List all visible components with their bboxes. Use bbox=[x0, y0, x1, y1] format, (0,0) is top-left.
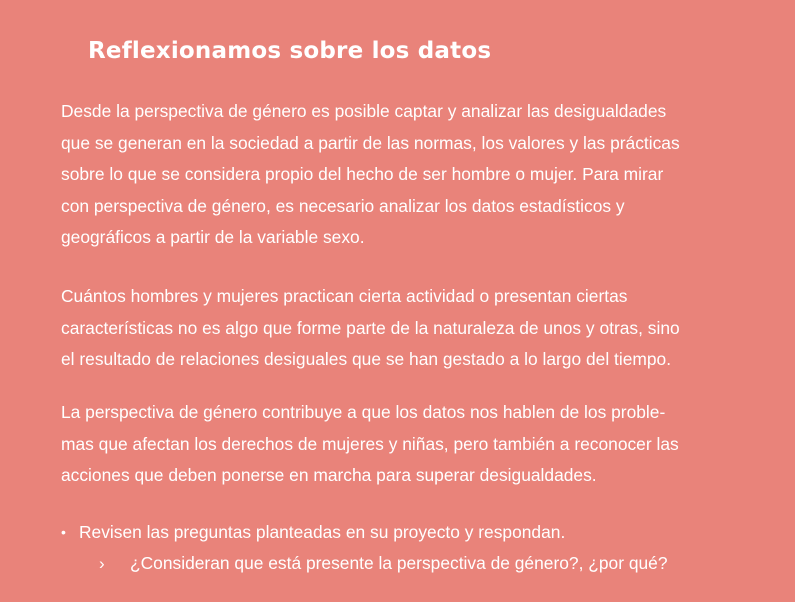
activity-list bbox=[61, 517, 668, 579]
paragraph-unequal-relations bbox=[61, 281, 680, 376]
paragraph-line: sobre lo que se considera propio del hecho de ser hombre o mujer. Para mirar bbox=[61, 164, 664, 184]
paragraph-line: Cuántos hombres y mujeres practican cierta actividad o presentan ciertas bbox=[61, 286, 628, 306]
paragraph-line: que se generan en la sociedad a partir de las normas, los valores y las prácticas bbox=[61, 132, 680, 153]
paragraph-line: el resultado de relaciones desiguales que se han gestado a lo largo del tiempo. bbox=[61, 349, 672, 369]
paragraph-line: acciones que deben ponerse en marcha para superar desigualdades. bbox=[61, 465, 597, 485]
paragraph-line: características no es algo que forme parte de la naturaleza de unos y otras, sino bbox=[61, 317, 680, 338]
paragraph-line: mas que afectan los derechos de mujeres y niñas, pero también a reconocer las bbox=[61, 433, 679, 454]
bullet-dot-icon: • bbox=[61, 524, 66, 540]
activity-question-text: ¿Consideran que está presente la perspectiva de género?, ¿por qué? bbox=[130, 553, 668, 573]
activity-sub-item bbox=[61, 548, 668, 579]
paragraph-gender-perspective bbox=[61, 96, 680, 254]
paragraph-line: geográficos a partir de la variable sexo. bbox=[61, 227, 365, 247]
paragraph-rights-actions bbox=[61, 397, 679, 492]
section-title: Reflexionamos sobre los datos bbox=[88, 38, 492, 64]
paragraph-line: La perspectiva de género contribuye a que los datos nos hablen de los proble- bbox=[61, 402, 666, 422]
activity-bullet-text: Revisen las preguntas planteadas en su proyecto y respondan. bbox=[79, 522, 566, 542]
chevron-right-icon: › bbox=[99, 554, 105, 573]
activity-bullet-item bbox=[61, 517, 668, 548]
paragraph-line: Desde la perspectiva de género es posible captar y analizar las desigualdades bbox=[61, 101, 667, 121]
paragraph-line: con perspectiva de género, es necesario analizar los datos estadísticos y bbox=[61, 195, 625, 216]
